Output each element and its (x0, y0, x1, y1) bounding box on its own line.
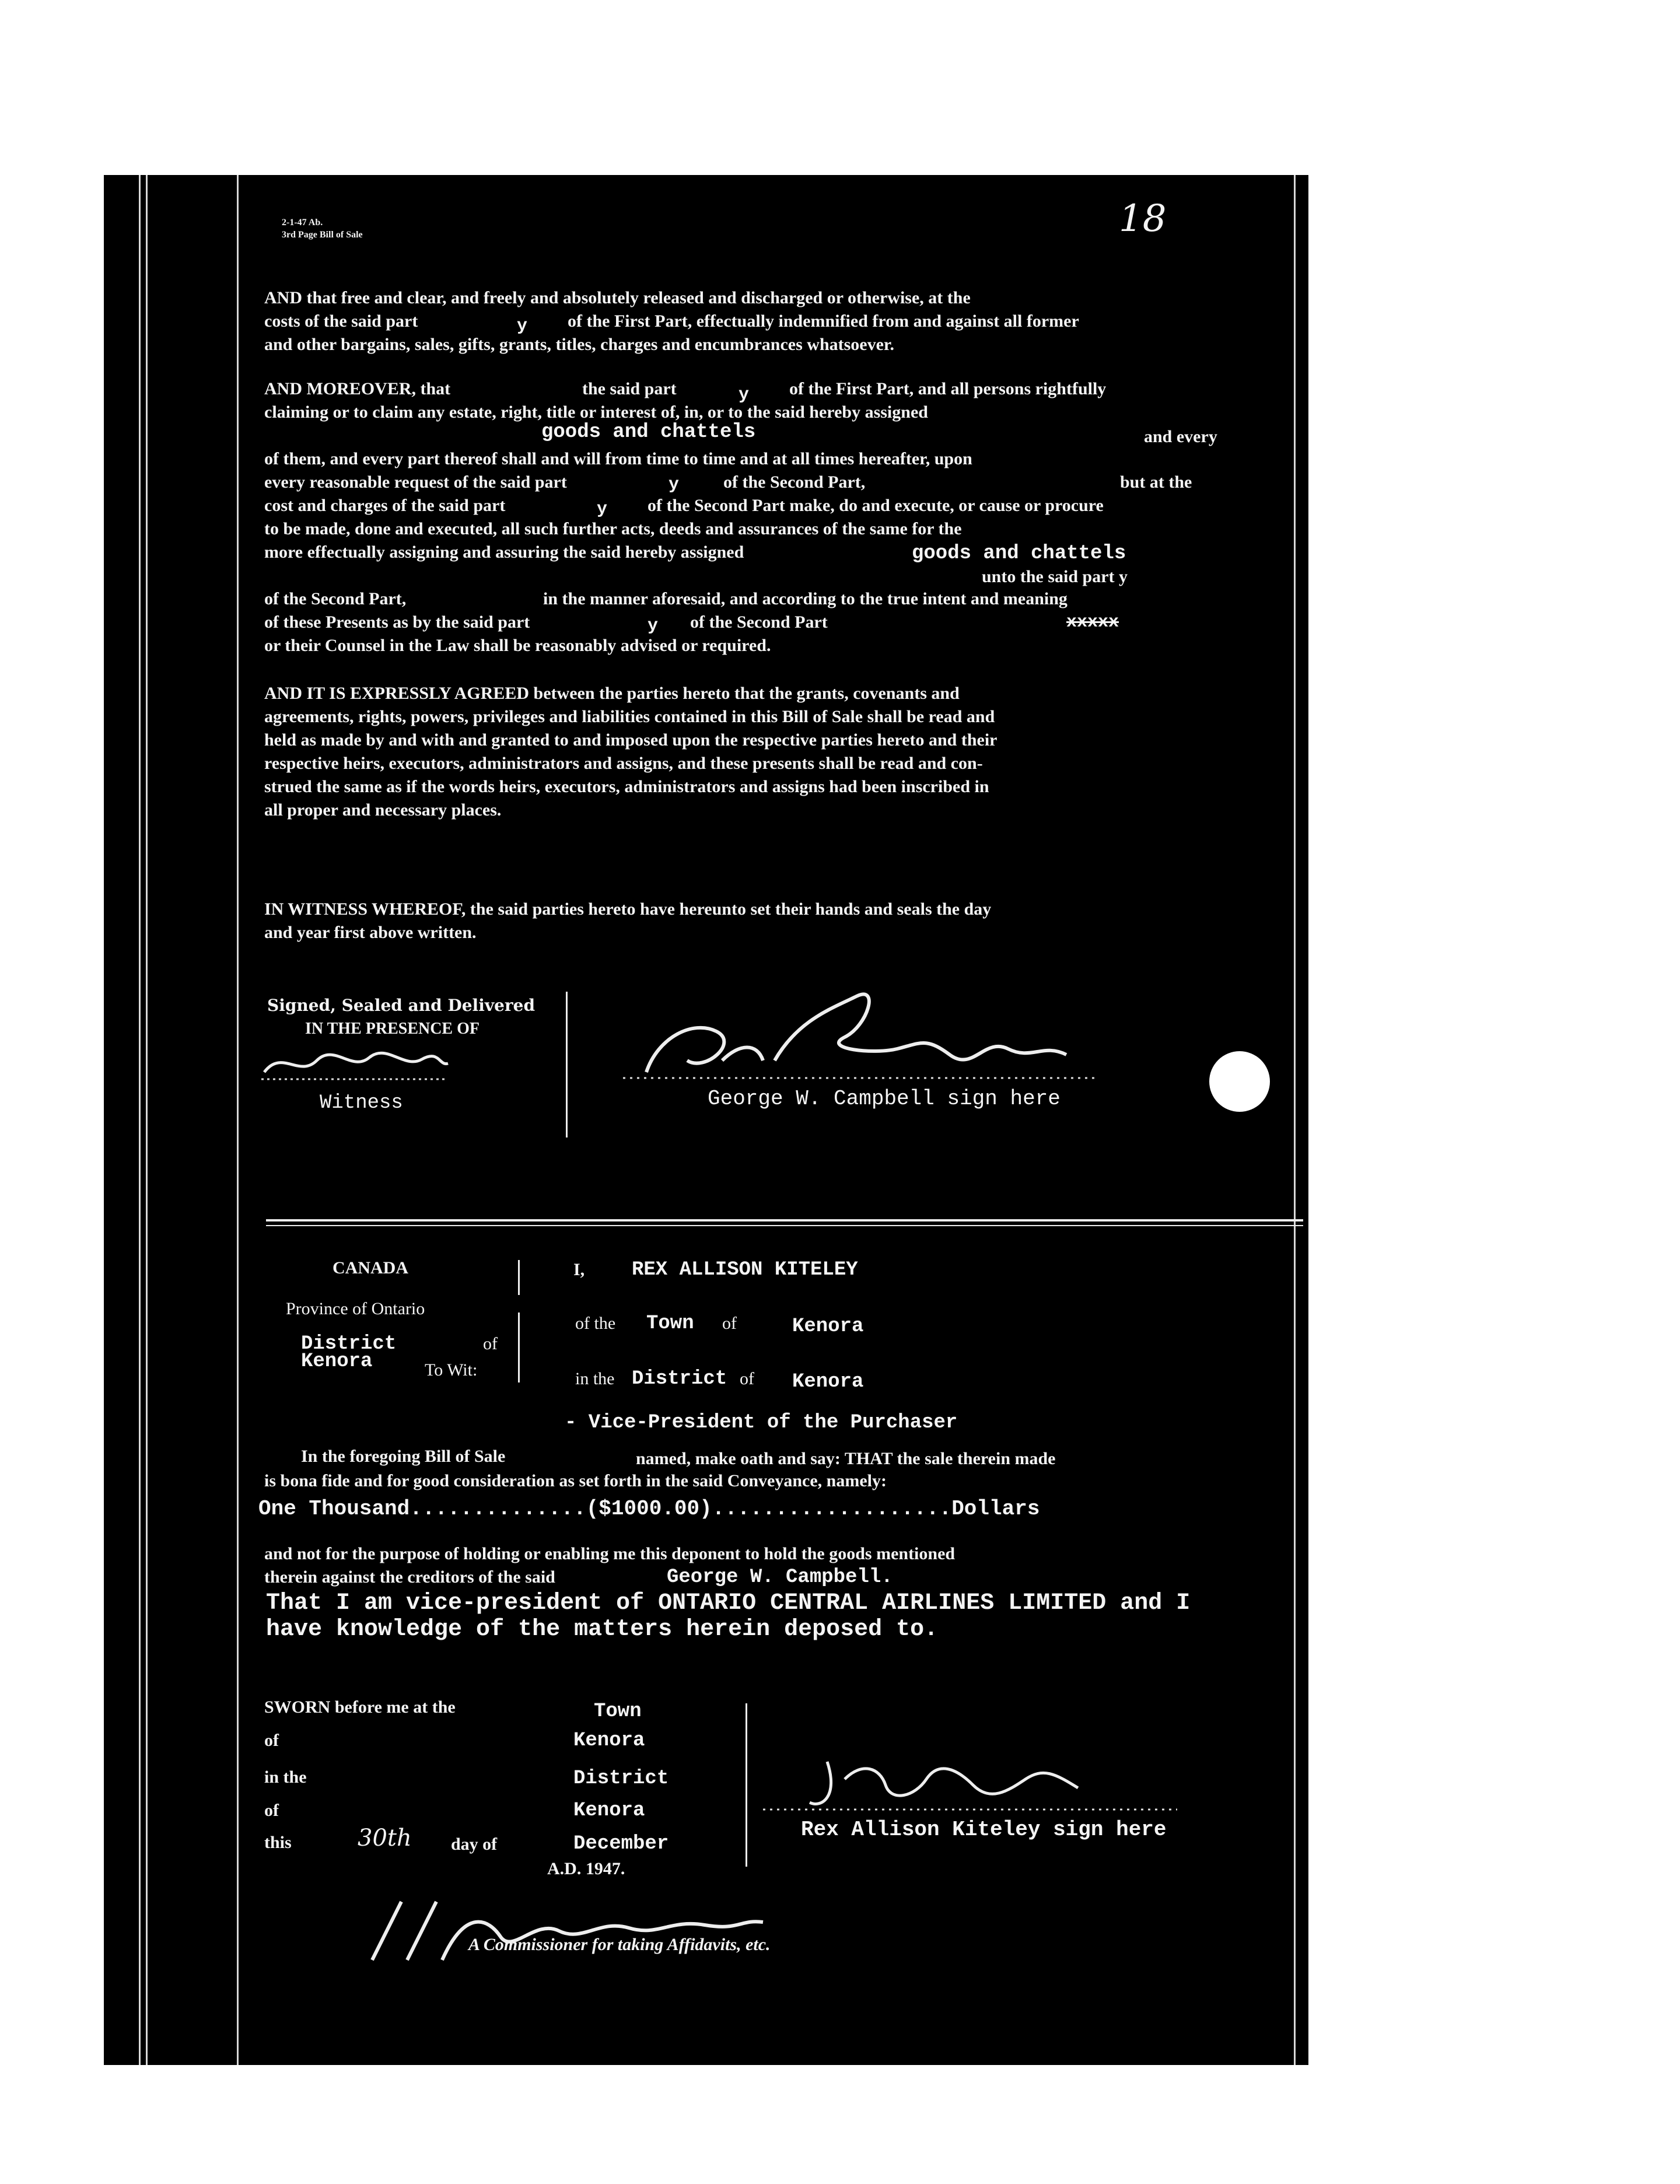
goods-typed: goods and chattels (541, 421, 756, 443)
para2-line6b: of the Second Part make, do and execute, or cause or procure (648, 496, 1104, 515)
para2-line10a: of the Second Part, (264, 589, 407, 608)
para2-line8: more effectually assigning and assuring the said hereby assigned (264, 542, 744, 562)
campbell-signature (623, 985, 1101, 1101)
foregoing-line1b: named, make oath and say: THAT the sale therein made (636, 1449, 1056, 1468)
jurat-this: this (264, 1833, 292, 1852)
creditor-name: George W. Campbell. (667, 1566, 893, 1588)
jurat-day-of: day of (451, 1835, 498, 1854)
of-label-3: of (740, 1369, 754, 1388)
margin-line (237, 175, 239, 2065)
not-purpose-line2a: therein against the creditors of the said (264, 1567, 555, 1587)
venue-district: District (573, 1768, 669, 1790)
in-the-label: in the (575, 1369, 615, 1388)
venue-kenora-2: Kenora (573, 1800, 645, 1822)
para2-line7: to be made, done and executed, all such further acts, deeds and assurances of the same for the (264, 519, 962, 538)
province-label: Province of Ontario (286, 1299, 425, 1318)
in-presence-of: IN THE PRESENCE OF (305, 1020, 480, 1038)
to-wit-label: To Wit: (425, 1360, 478, 1380)
document-page (104, 175, 1308, 2065)
venue-month: December (573, 1833, 669, 1855)
kiteley-sign-label: Rex Allison Kiteley sign here (801, 1818, 1167, 1842)
kenora-typed-2: Kenora (792, 1371, 864, 1393)
para2-unto: unto the said part y (982, 567, 1128, 586)
para1-line1: AND that free and clear, and freely and absolutely released and discharged or otherwise, at the (264, 288, 971, 307)
para1-line3: and other bargains, sales, gifts, grants, titles, charges and encumbrances whatsoever. (264, 335, 894, 354)
para2-line1c: of the First Part, and all persons rightfully (789, 379, 1107, 398)
para3-line6: all proper and necessary places. (264, 800, 502, 820)
para2-line10b: in the manner aforesaid, and according to the true intent and meaning (543, 589, 1068, 608)
para2-line12: or their Counsel in the Law shall be reasonably advised or required. (264, 636, 771, 655)
typed-deposition-line2: have knowledge of the matters herein deposed to. (266, 1616, 939, 1643)
para3-line1: AND IT IS EXPRESSLY AGREED between the parties hereto that the grants, covenants and (264, 684, 960, 703)
jurat-of-2: of (264, 1801, 279, 1820)
sworn-label: SWORN before me at the (264, 1698, 456, 1717)
para2-line5c: but at the (1120, 473, 1192, 492)
foregoing-line2: is bona fide and for good consideration as set forth in the said Conveyance, namely: (264, 1471, 887, 1490)
para1-line2a: costs of the said part (264, 312, 418, 331)
form-name: 3rd Page Bill of Sale (282, 230, 363, 240)
district-typed-2: District (632, 1368, 727, 1390)
para3-line3: held as made by and with and granted to and imposed upon the respective parties hereto and their (264, 730, 998, 750)
section-divider (266, 1225, 1303, 1226)
para2-line4: of them, and every part thereof shall and will from time to time and at all times hereafter, upon (264, 449, 972, 468)
witness-clause-line2: and year first above written. (264, 923, 477, 942)
jurat-day-number: 30th (358, 1825, 412, 1852)
deponent-title: - Vice-President of the Purchaser (565, 1412, 958, 1434)
jurat-of-1: of (264, 1731, 279, 1750)
form-id: 2-1-47 Ab. (282, 218, 323, 228)
margin-line (146, 175, 148, 2065)
district-name-typed: Kenora (301, 1350, 373, 1373)
party-suffix: y (648, 616, 659, 636)
district-typed: District (301, 1333, 397, 1355)
deponent-name: REX ALLISON KITELEY (632, 1259, 858, 1281)
para1-line2b: of the First Part, effectually indemnified from and against all former (568, 312, 1079, 331)
typed-deposition-line1: That I am vice-president of ONTARIO CENTRAL AIRLINES LIMITED and I (266, 1590, 1191, 1616)
kiteley-signature (751, 1744, 1183, 1826)
para2-line6a: cost and charges of the said part (264, 496, 506, 515)
canada-label: CANADA (332, 1258, 408, 1278)
para2-every: and every (1144, 427, 1217, 446)
of-label-2: of (722, 1314, 737, 1333)
i-label: I, (573, 1260, 585, 1279)
jurat-in-the: in the (264, 1768, 307, 1787)
town-typed: Town (646, 1312, 694, 1335)
venue-kenora-1: Kenora (573, 1730, 645, 1752)
party-suffix: y (738, 385, 750, 405)
brace (746, 1703, 747, 1867)
witness-clause-line1: IN WITNESS WHEREOF, the said parties hereto have hereunto set their hands and seals the day (264, 900, 992, 919)
para2-line2: claiming or to claim any estate, right, title or interest of, in, or to the said hereby assigned (264, 402, 928, 422)
party-suffix: y (597, 499, 608, 519)
brace (518, 1260, 520, 1295)
margin-line (139, 175, 141, 2065)
party-suffix: y (668, 475, 680, 495)
of-label: of (483, 1334, 498, 1353)
para3-line2: agreements, rights, powers, privileges and liabilities contained in this Bill of Sale shall be read and (264, 707, 995, 726)
of-the-label: of the (575, 1314, 616, 1333)
para3-line5: strued the same as if the words heirs, executors, administrators and assigns had been inscribed in (264, 777, 989, 796)
goods-typed: goods and chattels (912, 542, 1126, 565)
margin-line (1294, 175, 1296, 2065)
not-purpose-line1: and not for the purpose of holding or enabling me this deponent to hold the goods mentioned (264, 1544, 956, 1563)
para2-line11b: of the Second Part (690, 612, 828, 632)
punch-hole (1209, 1051, 1270, 1112)
signed-sealed-delivered: Signed, Sealed and Delivered (267, 996, 536, 1015)
brace (518, 1312, 520, 1382)
kenora-typed: Kenora (792, 1315, 864, 1338)
para2-line5a: every reasonable request of the said part (264, 473, 567, 492)
witness-signature (258, 1037, 451, 1090)
foregoing-line1a: In the foregoing Bill of Sale (301, 1447, 506, 1466)
para2-line1b: the said part (582, 379, 677, 398)
jurat-year: A.D. 1947. (547, 1859, 625, 1878)
consideration-amount: One Thousand..............($1000.00)...................Dollars (258, 1497, 1040, 1521)
venue-town: Town (594, 1700, 642, 1723)
struck-text: xxxxx (1066, 612, 1119, 632)
para2-line1a: AND MOREOVER, that (264, 379, 451, 398)
para3-line4: respective heirs, executors, administrators and assigns, and these presents shall be read and con- (264, 754, 983, 773)
para2-line11a: of these Presents as by the said part (264, 612, 530, 632)
party-suffix: y (517, 316, 528, 336)
brace (566, 992, 568, 1138)
section-divider (266, 1219, 1303, 1222)
page-number: 18 (1119, 197, 1167, 240)
witness-label: Witness (320, 1092, 403, 1114)
campbell-sign-label: George W. Campbell sign here (708, 1087, 1060, 1111)
para2-line5b: of the Second Part, (723, 473, 866, 492)
commissioner-label: A Commissioner for taking Affidavits, etc. (468, 1935, 771, 1954)
